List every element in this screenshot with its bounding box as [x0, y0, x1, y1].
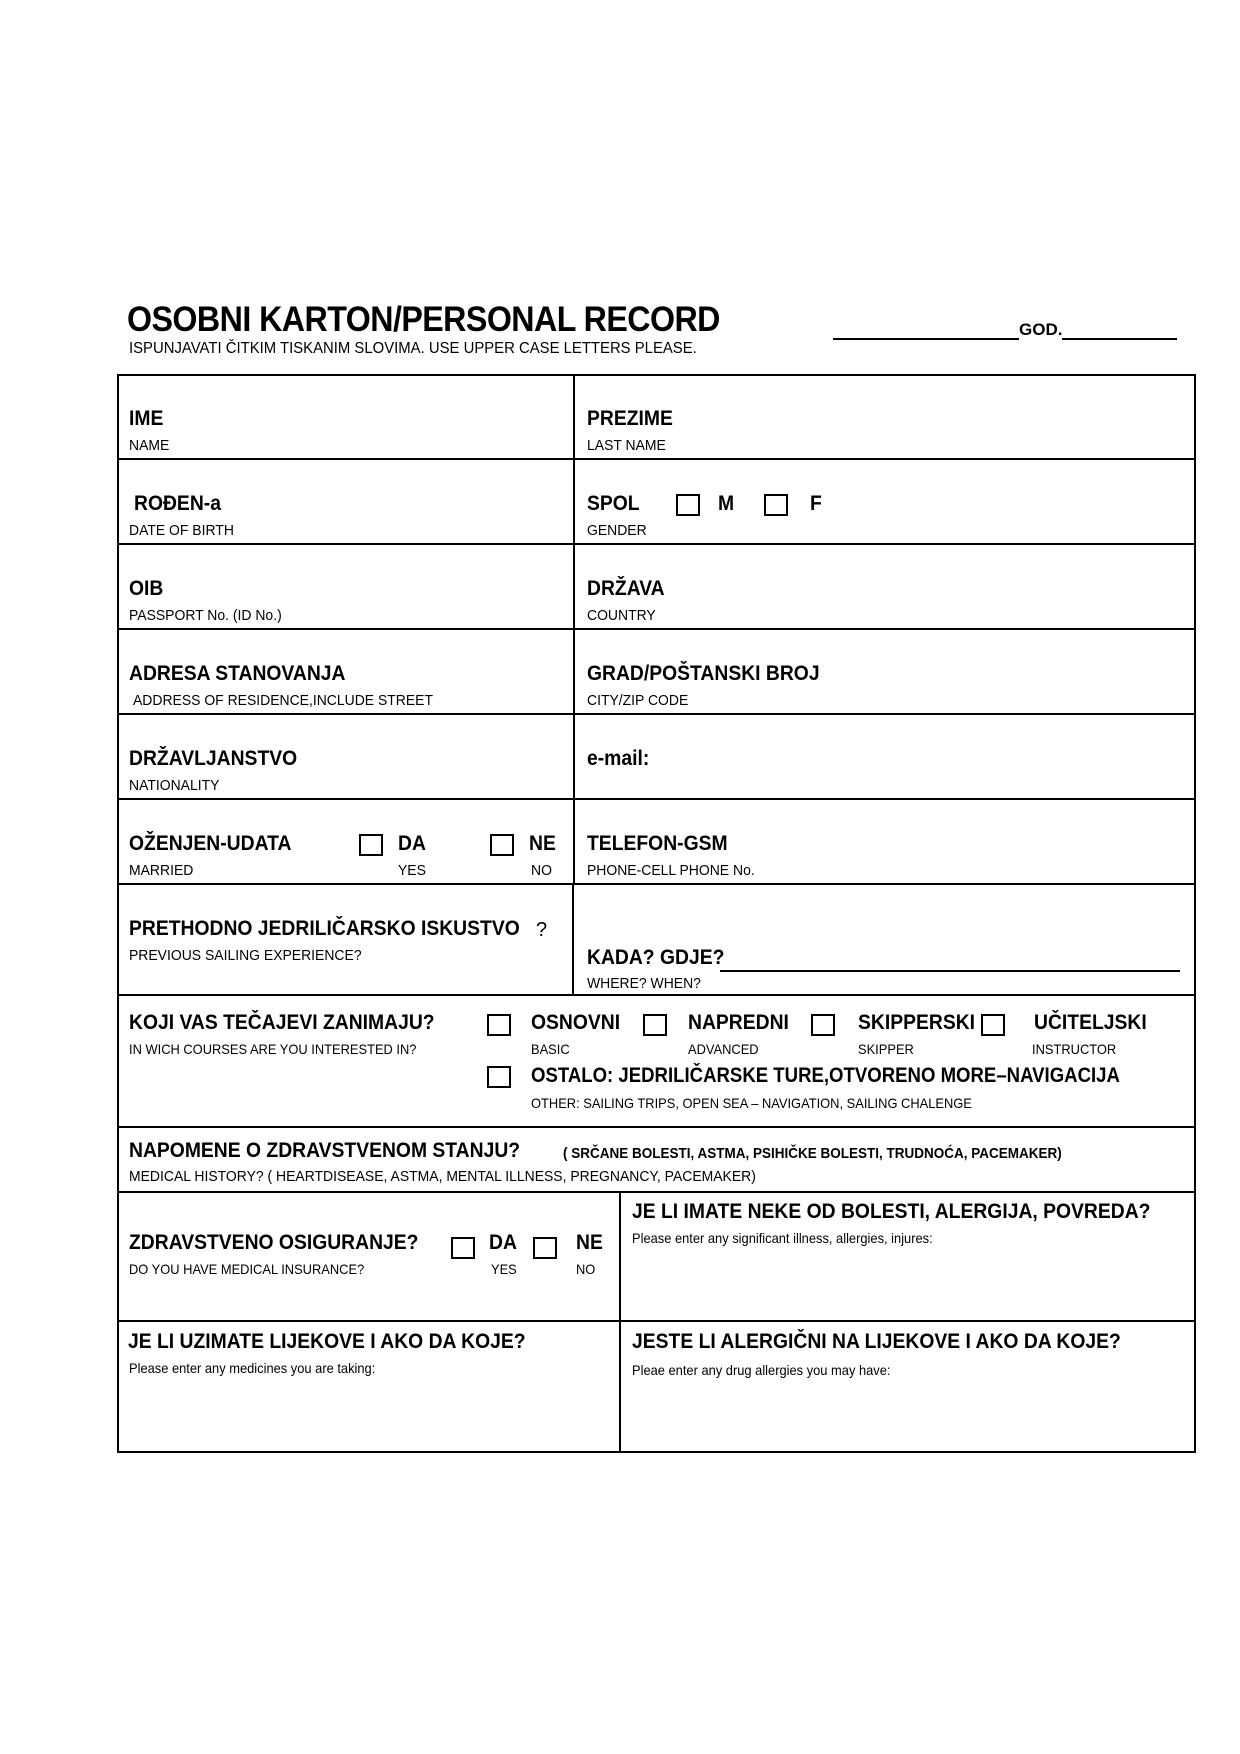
course-advanced-checkbox[interactable]: [643, 1014, 667, 1036]
instructions-text: ISPUNJAVATI ČITKIM TISKANIM SLOVIMA. USE UPPER CASE LETTERS PLEASE.: [129, 340, 697, 357]
married-no-sublabel: NO: [531, 862, 552, 879]
gender-male-label: M: [718, 492, 735, 515]
course-other-label: OSTALO: JEDRILIČARSKE TURE,OTVORENO MORE–NAVIGACIJA: [531, 1064, 1120, 1087]
column-divider: [619, 1192, 621, 1453]
gender-label: SPOL: [587, 492, 640, 515]
page-title: OSOBNI KARTON/PERSONAL RECORD: [127, 300, 720, 339]
name-label: IME: [129, 407, 164, 430]
medicines-label: JE LI UZIMATE LIJEKOVE I AKO DA KOJE?: [128, 1330, 526, 1353]
course-instructor-label: UČITELJSKI: [1034, 1011, 1147, 1034]
city-zip-field[interactable]: [576, 631, 1194, 713]
married-yes-label: DA: [398, 832, 426, 855]
country-sublabel: COUNTRY: [587, 607, 656, 624]
insurance-no-checkbox[interactable]: [533, 1237, 557, 1259]
when-where-label: KADA? GDJE?: [587, 946, 725, 969]
medicines-field[interactable]: [119, 1322, 619, 1451]
column-divider: [572, 884, 574, 995]
name-sublabel: NAME: [129, 437, 170, 454]
column-divider: [573, 374, 575, 884]
drug-allergies-sublabel: Pleae enter any drug allergies you may have:: [632, 1362, 891, 1378]
course-other-checkbox[interactable]: [487, 1066, 511, 1088]
medicines-sublabel: Please enter any medicines you are taking:: [129, 1360, 376, 1376]
row-divider: [117, 628, 1196, 630]
gender-male-checkbox[interactable]: [676, 494, 700, 516]
illness-label: JE LI IMATE NEKE OD BOLESTI, ALERGIJA, POVREDA?: [632, 1200, 1151, 1223]
last-name-label: PREZIME: [587, 407, 673, 430]
sailing-experience-sublabel: PREVIOUS SAILING EXPERIENCE?: [129, 947, 362, 964]
year-label: GOD.: [1019, 320, 1063, 339]
country-label: DRŽAVA: [587, 577, 665, 600]
row-divider: [117, 458, 1196, 460]
course-basic-sublabel: BASIC: [531, 1041, 570, 1057]
course-skipper-sublabel: SKIPPER: [858, 1041, 914, 1057]
address-label: ADRESA STANOVANJA: [129, 662, 346, 685]
row-divider: [117, 883, 1196, 885]
name-field[interactable]: [119, 376, 572, 458]
date-of-birth-sublabel: DATE OF BIRTH: [129, 522, 234, 539]
oib-field[interactable]: [119, 546, 572, 628]
nationality-sublabel: NATIONALITY: [129, 777, 220, 794]
row-divider: [117, 543, 1196, 545]
row-divider: [117, 994, 1196, 996]
insurance-yes-sublabel: YES: [491, 1261, 517, 1277]
insurance-sublabel: DO YOU HAVE MEDICAL INSURANCE?: [129, 1261, 365, 1277]
course-instructor-sublabel: INSTRUCTOR: [1032, 1041, 1117, 1057]
address-sublabel: ADDRESS OF RESIDENCE,INCLUDE STREET: [133, 692, 433, 709]
insurance-no-sublabel: NO: [576, 1261, 596, 1277]
when-where-input[interactable]: [720, 948, 1180, 972]
insurance-yes-checkbox[interactable]: [451, 1237, 475, 1259]
year-line: [833, 318, 1177, 340]
phone-field[interactable]: [576, 801, 1194, 883]
gender-female-label: F: [810, 492, 822, 515]
illness-sublabel: Please enter any significant illness, allergies, injures:: [632, 1230, 933, 1246]
married-no-checkbox[interactable]: [490, 834, 514, 856]
insurance-label: ZDRAVSTVENO OSIGURANJE?: [129, 1231, 419, 1254]
course-skipper-checkbox[interactable]: [811, 1014, 835, 1036]
sailing-experience-label: PRETHODNO JEDRILIČARSKO ISKUSTVO: [129, 917, 520, 940]
city-zip-sublabel: CITY/ZIP CODE: [587, 692, 689, 709]
courses-sublabel: IN WICH COURSES ARE YOU INTERESTED IN?: [129, 1041, 417, 1057]
medical-history-sublabel: MEDICAL HISTORY? ( HEARTDISEASE, ASTMA, MENTAL ILLNESS, PREGNANCY, PACEMAKER): [129, 1168, 756, 1185]
married-sublabel: MARRIED: [129, 862, 194, 879]
drug-allergies-field[interactable]: [622, 1322, 1194, 1451]
row-divider: [117, 713, 1196, 715]
course-other-sublabel: OTHER: SAILING TRIPS, OPEN SEA – NAVIGATION, SAILING CHALENGE: [531, 1095, 972, 1111]
insurance-no-label: NE: [576, 1231, 603, 1254]
gender-female-checkbox[interactable]: [764, 494, 788, 516]
course-basic-label: OSNOVNI: [531, 1011, 621, 1034]
course-instructor-checkbox[interactable]: [981, 1014, 1005, 1036]
gender-sublabel: GENDER: [587, 522, 647, 539]
married-yes-sublabel: YES: [398, 862, 426, 879]
nationality-label: DRŽAVLJANSTVO: [129, 747, 298, 770]
sailing-experience-heading: [129, 917, 554, 941]
email-label: e-mail:: [587, 747, 650, 770]
row-divider: [117, 1126, 1196, 1128]
insurance-yes-label: DA: [489, 1231, 517, 1254]
medical-history-examples: ( SRČANE BOLESTI, ASTMA, PSIHIČKE BOLESTI, TRUDNOĆA, PACEMAKER): [563, 1145, 1062, 1162]
city-zip-label: GRAD/POŠTANSKI BROJ: [587, 662, 820, 685]
course-advanced-sublabel: ADVANCED: [688, 1041, 759, 1057]
date-blank-field[interactable]: [833, 318, 1019, 340]
nationality-field[interactable]: [119, 716, 572, 798]
phone-label: TELEFON-GSM: [587, 832, 728, 855]
date-of-birth-label: ROĐEN-a: [134, 492, 221, 515]
illness-field[interactable]: [622, 1193, 1194, 1319]
date-of-birth-field[interactable]: [119, 461, 572, 543]
married-no-label: NE: [529, 832, 556, 855]
course-skipper-label: SKIPPERSKI: [858, 1011, 976, 1034]
phone-sublabel: PHONE-CELL PHONE No.: [587, 862, 755, 879]
medical-history-label: NAPOMENE O ZDRAVSTVENOM STANJU?: [129, 1139, 521, 1162]
country-field[interactable]: [576, 546, 1194, 628]
last-name-sublabel: LAST NAME: [587, 437, 666, 454]
when-where-sublabel: WHERE? WHEN?: [587, 975, 701, 992]
address-field[interactable]: [119, 631, 572, 713]
year-blank-field[interactable]: [1062, 318, 1177, 340]
courses-label: KOJI VAS TEČAJEVI ZANIMAJU?: [129, 1011, 435, 1034]
course-basic-checkbox[interactable]: [487, 1014, 511, 1036]
married-label: OŽENJEN-UDATA: [129, 832, 292, 855]
drug-allergies-label: JESTE LI ALERGIČNI NA LIJEKOVE I AKO DA KOJE?: [632, 1330, 1121, 1353]
row-divider: [117, 798, 1196, 800]
email-field[interactable]: [576, 716, 1194, 798]
sailing-experience-qmark: ?: [536, 919, 548, 941]
married-yes-checkbox[interactable]: [359, 834, 383, 856]
oib-sublabel: PASSPORT No. (ID No.): [129, 607, 282, 624]
oib-label: OIB: [129, 577, 164, 600]
last-name-field[interactable]: [576, 376, 1194, 458]
medical-history-heading: [129, 1139, 554, 1163]
course-advanced-label: NAPREDNI: [688, 1011, 789, 1034]
